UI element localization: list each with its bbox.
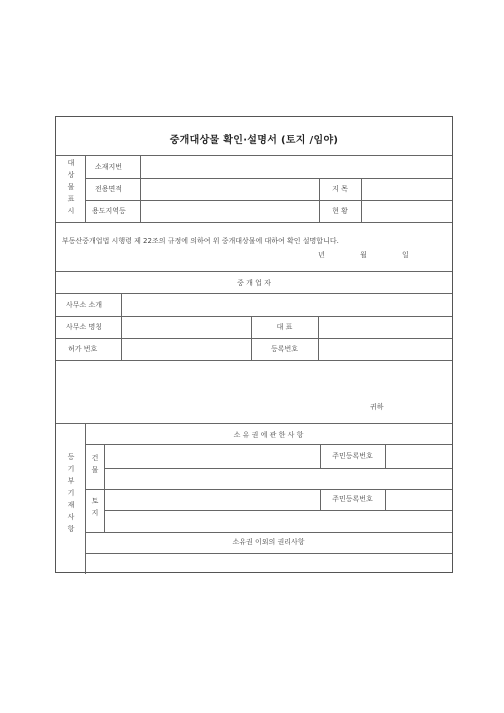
- rule: [85, 553, 452, 554]
- rule: [56, 293, 452, 294]
- rule: [56, 222, 452, 223]
- location-label: 소재지번: [95, 163, 123, 171]
- registry-section-label: 등기부기재사항: [67, 453, 75, 533]
- date-month: 월: [360, 251, 367, 259]
- rule: [85, 423, 86, 574]
- object-section-label: 대상물표시: [67, 159, 75, 215]
- statement-text: 부동산중개업법 시행령 제 22조의 규정에 의하여 위 중개대상물에 대하여 확인 설명합니다.: [62, 237, 339, 245]
- land-label: 토지: [91, 497, 99, 517]
- rule: [56, 423, 452, 424]
- rule: [104, 444, 105, 532]
- rule: [56, 271, 452, 272]
- registration-no-label: 등록번호: [270, 345, 299, 353]
- date-day: 일: [402, 251, 409, 259]
- rule: [140, 155, 141, 222]
- representative-label: 대 표: [276, 323, 293, 331]
- rule: [85, 444, 452, 445]
- rule: [56, 316, 452, 317]
- rule: [56, 155, 452, 156]
- status-label: 현 황: [332, 207, 348, 215]
- license-no-label: 허가 번호: [68, 345, 98, 353]
- resident-no-label-building: 주민등록번호: [332, 452, 373, 460]
- form-page: [55, 116, 453, 573]
- form-title: 중개대상물 확인·설명서 (토지 /임야): [169, 135, 339, 146]
- rule: [104, 468, 452, 469]
- rule: [385, 489, 386, 510]
- building-label: 건물: [91, 454, 99, 474]
- rule: [361, 178, 362, 222]
- other-rights-label: 소유권 이외의 권리사항: [232, 538, 305, 546]
- office-location-label: 사무소 소개: [66, 301, 103, 309]
- date-year: 년: [318, 251, 325, 259]
- rule: [121, 293, 122, 360]
- land-category-label: 지 목: [332, 185, 348, 193]
- office-name-label: 사무소 명칭: [66, 323, 103, 331]
- rule: [85, 155, 86, 222]
- resident-no-label-land: 주민등록번호: [332, 495, 373, 503]
- rule: [318, 316, 319, 360]
- rule: [85, 532, 452, 533]
- recipient-label: 귀하: [370, 403, 384, 411]
- zone-label: 용도지역등: [92, 207, 126, 215]
- rule: [385, 444, 386, 468]
- rule: [104, 510, 452, 511]
- broker-header: 중 개 업 자: [237, 279, 271, 287]
- rule: [56, 338, 452, 339]
- ownership-header: 소 유 권 에 관 한 사 항: [233, 431, 304, 439]
- rule: [56, 360, 452, 361]
- rule: [85, 489, 452, 490]
- area-label: 전용면적: [95, 185, 123, 193]
